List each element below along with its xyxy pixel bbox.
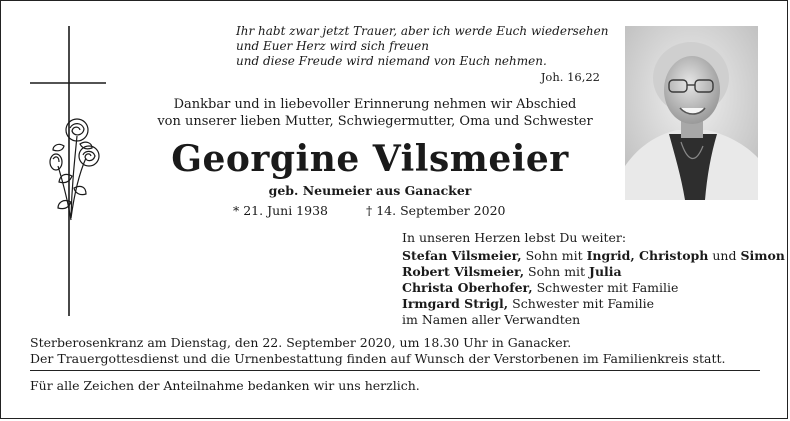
service-line: Sterberosenkranz am Dienstag, den 22. September 2020, um 18.30 Uhr in Ganacker. — [30, 335, 572, 350]
intro-text — [140, 96, 610, 130]
mourner-relation: Sohn mit — [524, 264, 590, 279]
mourner-row — [402, 296, 785, 312]
quote-line: und diese Freude wird niemand von Euch nehmen. — [236, 54, 547, 68]
quote-line: und Euer Herz wird sich freuen — [236, 39, 429, 53]
mourner-relation: und — [708, 248, 741, 263]
deceased-name: Georgine Vilsmeier — [171, 138, 569, 180]
mourners-list — [402, 248, 785, 328]
mourner-name: Stefan Vilsmeier, — [402, 248, 522, 263]
mourners-heading: In unseren Herzen lebst Du weiter: — [402, 230, 627, 245]
birth-date: * 21. Juni 1938 — [233, 203, 328, 218]
mourner-row — [402, 264, 785, 280]
mourner-relatives: Simon — [740, 248, 785, 263]
birth-name: geb. Neumeier aus Ganacker — [268, 183, 472, 198]
mourner-row — [402, 280, 785, 296]
mourner-name: Christa Oberhofer, — [402, 280, 533, 295]
portrait-photo — [625, 26, 758, 200]
divider — [30, 370, 760, 371]
mourner-name: Robert Vilsmeier, — [402, 264, 525, 279]
service-line: Der Trauergottesdienst und die Urnenbestattung finden auf Wunsch der Verstorbenen im Familienkreis statt. — [30, 351, 726, 366]
mourner-relatives: Ingrid, Christoph — [586, 248, 709, 263]
mourner-name: Irmgard Strigl, — [402, 296, 509, 311]
thanks-text: Für alle Zeichen der Anteilnahme bedanken wir uns herzlich. — [30, 378, 420, 393]
portrait-photo-icon — [625, 26, 758, 200]
mourner-relatives: Julia — [589, 264, 622, 279]
intro-line: Dankbar und in liebevoller Erinnerung nehmen wir Abschied — [173, 97, 577, 112]
death-date: † 14. September 2020 — [366, 203, 506, 218]
intro-line: von unserer lieben Mutter, Schwiegermutter, Oma und Schwester — [157, 114, 593, 129]
mourners-closing: im Namen aller Verwandten — [402, 312, 581, 327]
mourner-row — [402, 248, 785, 264]
service-info — [30, 335, 726, 367]
quote-reference: Joh. 16,22 — [540, 70, 600, 84]
cross-with-roses-icon — [28, 26, 108, 316]
mourner-relation: Sohn mit — [521, 248, 587, 263]
quote-line: Ihr habt zwar jetzt Trauer, aber ich werde Euch wiedersehen — [236, 24, 609, 38]
bible-quote — [236, 24, 609, 69]
mourner-relation: Schwester mit Familie — [532, 280, 679, 295]
mourner-relation: Schwester mit Familie — [508, 296, 654, 311]
